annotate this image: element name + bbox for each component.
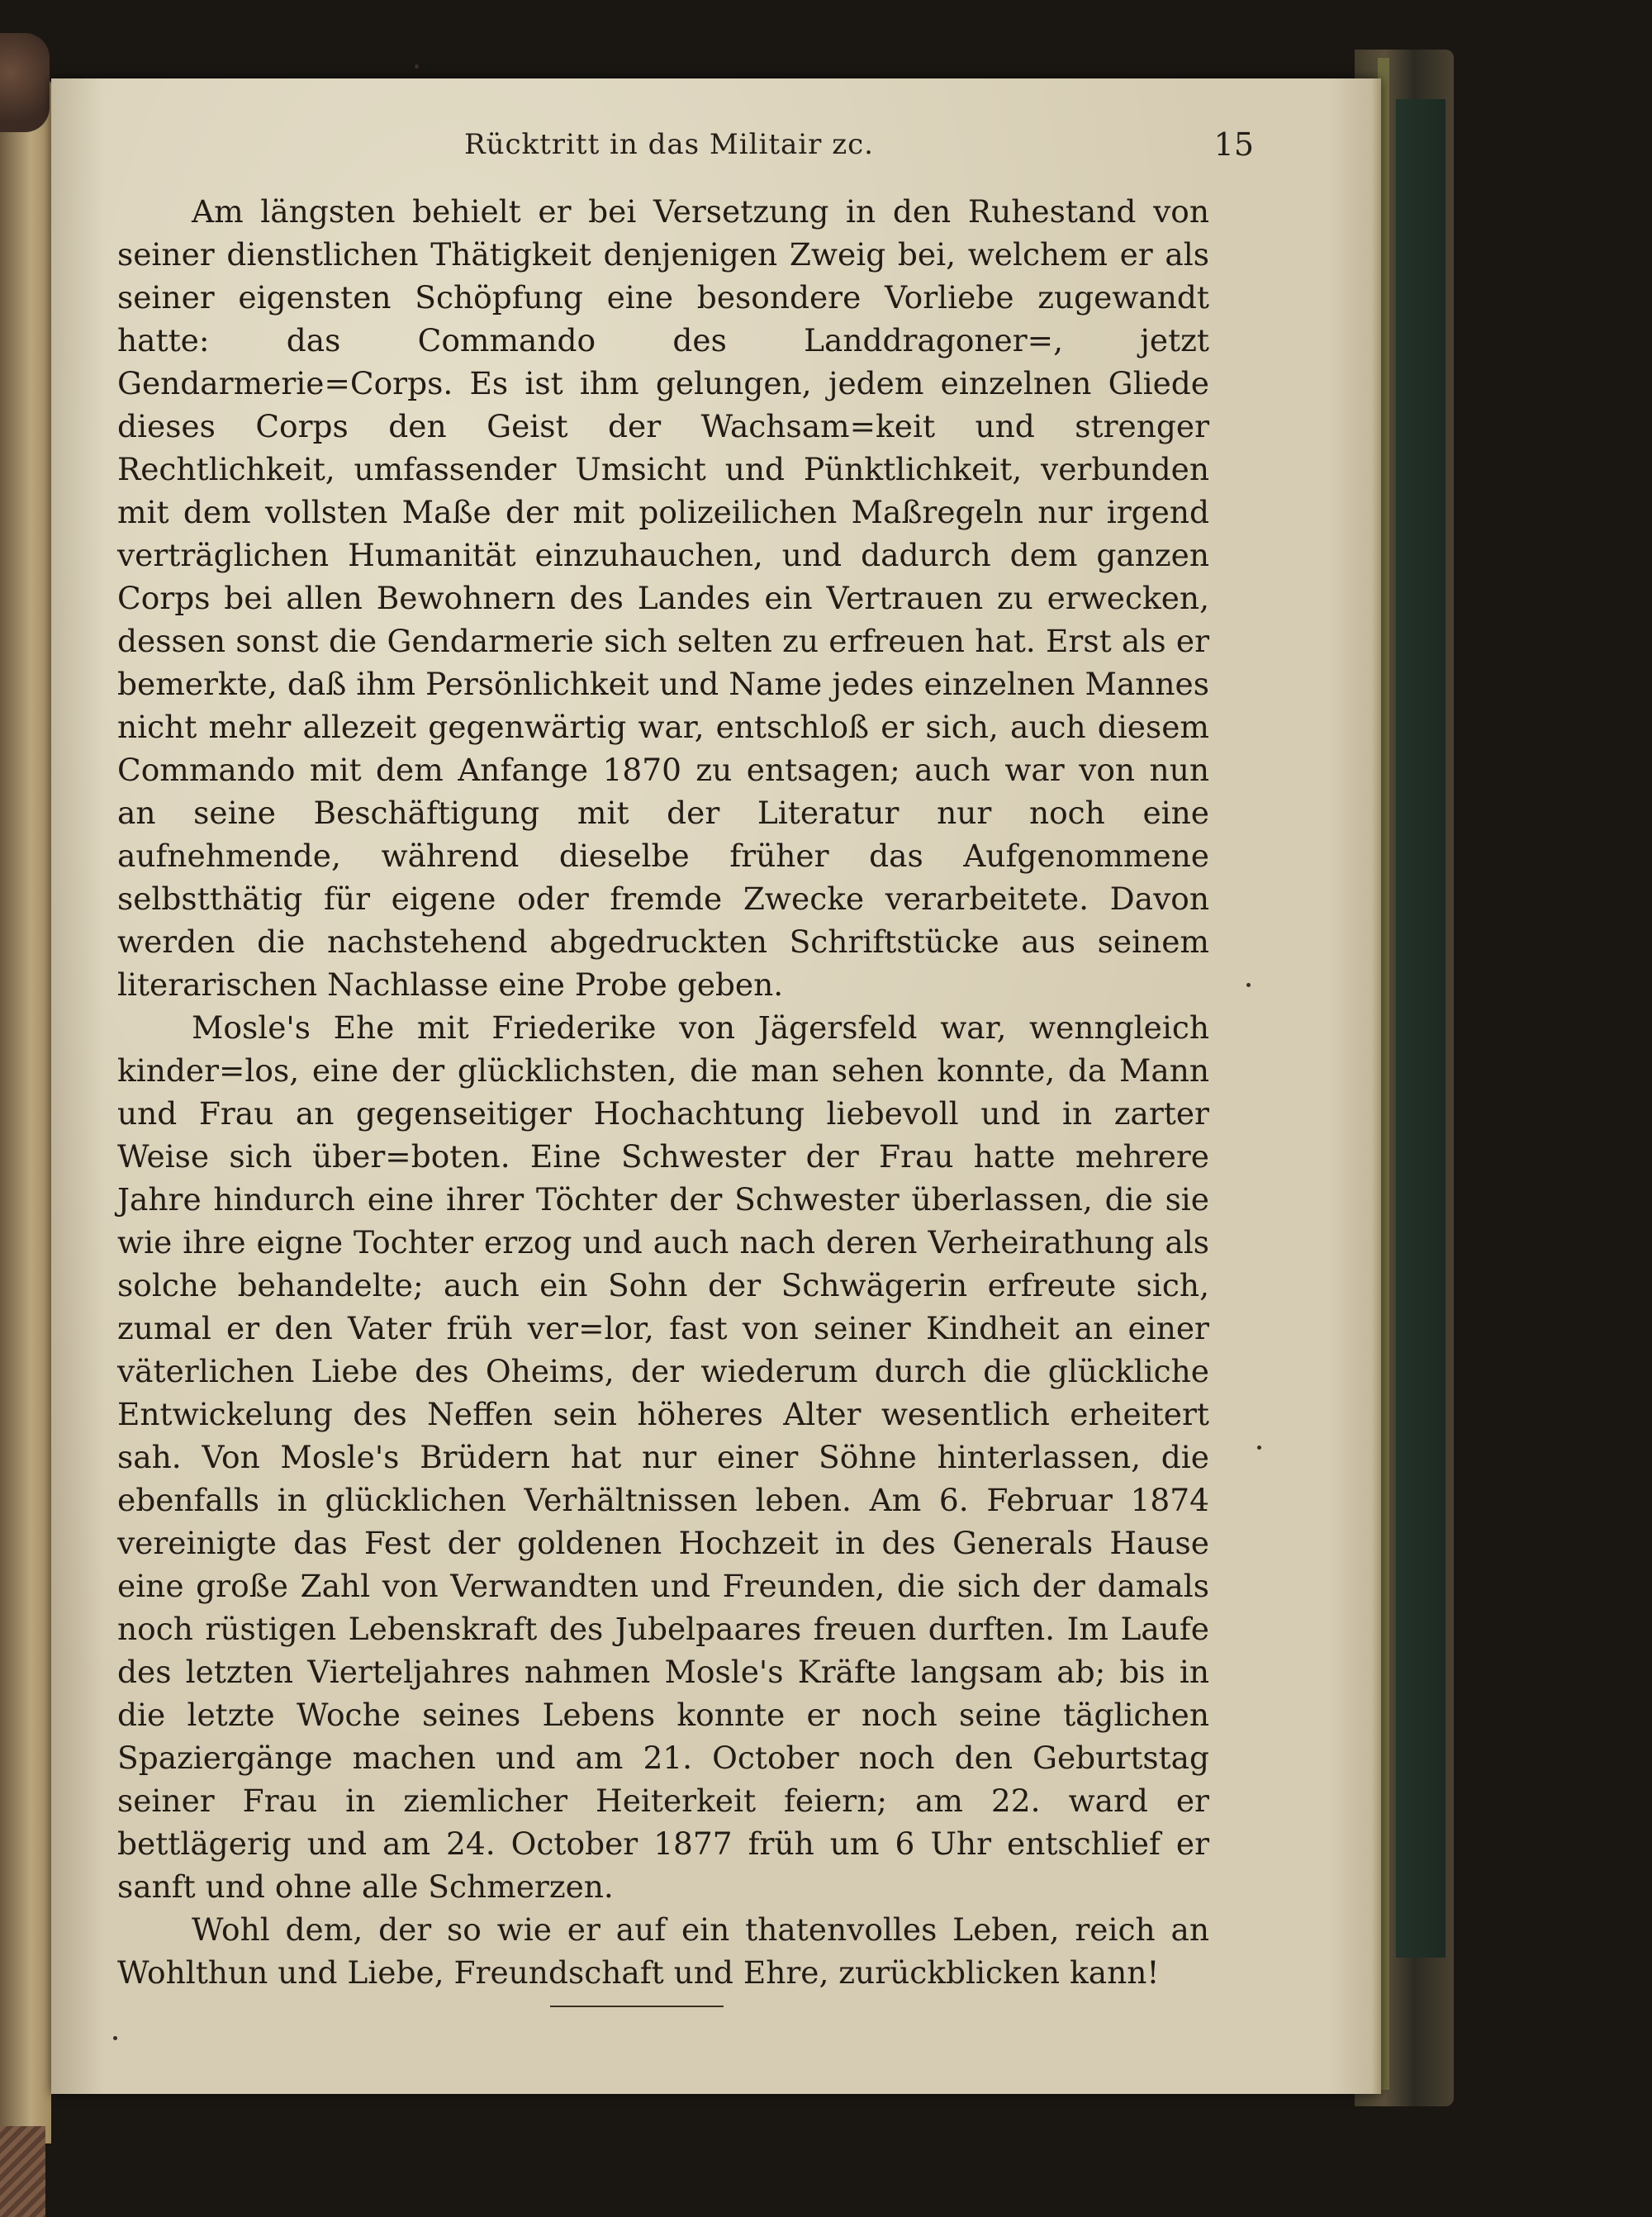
paper-speck bbox=[415, 64, 419, 69]
page-curl bbox=[0, 33, 50, 132]
paragraph: Am längsten behielt er bei Versetzung in den Ruhestand von seiner dienstlichen Thätigkeit denjenigen Zweig bei, welchem er als seiner eigensten Schöpfung eine besondere Vorliebe zugewandt hatte: das Commando des Landdragoner=, jetzt Gendarmerie=Corps. Es ist ihm gelungen, jedem einzelnen Gliede dieses Corps den Geist der Wachsam=keit und strenger Rechtlichkeit, umfassender Umsicht und Pünktlichkeit, verbunden mit dem vollsten Maße der mit polizeilichen Maßregeln nur irgend verträglichen Humanität einzuhauchen, und dadurch dem ganzen Corps bei allen Bewohnern des Landes ein Vertrauen zu erwecken, dessen sonst die Gendarmerie sich selten zu erfreuen hat. Erst als er bemerkte, daß ihm Persönlichkeit und Name jedes einzelnen Mannes nicht mehr allezeit gegenwärtig war, entschloß er sich, auch diesem Commando mit dem Anfange 1870 zu entsagen; auch war von nun an seine Beschäftigung mit der Literatur nur noch eine aufnehmende, während dieselbe früher das Aufgenommene selbstthätig für eigene oder fremde Zwecke verarbeitete. Davon werden die nachstehend abgedruckten Schriftstücke aus seinem literarischen Nachlasse eine Probe geben. bbox=[117, 193, 1209, 1003]
page-number: 15 bbox=[1213, 126, 1254, 163]
paragraph: Wohl dem, der so wie er auf ein thatenvolles Leben, reich an Wohlthun und Liebe, Freundschaft und Ehre, zurückblicken kann! bbox=[117, 1911, 1209, 1991]
page-gutter-shadow bbox=[1371, 78, 1381, 2094]
paper-speck bbox=[1257, 1446, 1261, 1450]
paper-speck bbox=[1246, 983, 1251, 987]
previous-page-edge bbox=[0, 78, 51, 2143]
page-body bbox=[117, 190, 1209, 1994]
bookmark-ribbon bbox=[0, 2126, 45, 2217]
page-header bbox=[116, 126, 1254, 169]
cover-cloth bbox=[1396, 99, 1446, 1958]
running-head: Rücktritt in das Militair zc. bbox=[463, 128, 874, 161]
section-rule bbox=[550, 2006, 724, 2007]
paragraph: Mosle's Ehe mit Friederike von Jägersfeld war, wenngleich kinder=los, eine der glücklichsten, die man sehen konnte, da Mann und Frau an gegenseitiger Hochachtung liebevoll und in zarter Weise sich über=boten. Eine Schwester der Frau hatte mehrere Jahre hindurch eine ihrer Töchter der Schwester überlassen, die sie wie ihre eigne Tochter erzog und auch nach deren Verheirathung als solche behandelte; auch ein Sohn der Schwägerin erfreute sich, zumal er den Vater früh ver=lor, fast von seiner Kindheit an einer väterlichen Liebe des Oheims, der wiederum durch die glückliche Entwickelung des Neffen sein höheres Alter wesentlich erheitert sah. Von Mosle's Brüdern hat nur einer Söhne hinterlassen, die ebenfalls in glücklichen Verhältnissen leben. Am 6. Februar 1874 vereinigte das Fest der goldenen Hochzeit in des Generals Hause eine große Zahl von Verwandten und Freunden, die sich der damals noch rüstigen Lebenskraft des Jubelpaares freuen durften. Im Laufe des letzten Vierteljahres nahmen Mosle's Kräfte langsam ab; bis in die letzte Woche seines Lebens konnte er noch seine täglichen Spaziergänge machen und am 21. October noch den Geburtstag seiner Frau in ziemlicher Heiterkeit feiern; am 22. ward er bettlägerig und am 24. October 1877 früh um 6 Uhr entschlief er sanft und ohne alle Schmerzen. bbox=[117, 1009, 1209, 1905]
paper-speck bbox=[113, 2036, 117, 2040]
